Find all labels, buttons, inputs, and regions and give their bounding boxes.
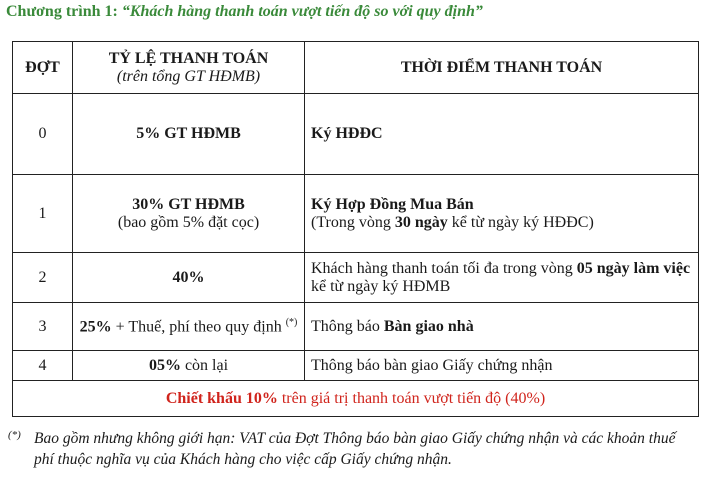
- footnote: [8, 428, 698, 470]
- time-post: kể từ ngày ký HĐMB: [311, 277, 451, 295]
- time-mid-bold: Bàn giao nhà: [383, 317, 474, 335]
- table-row: [13, 303, 699, 351]
- program-title-prefix: Chương trình 1:: [6, 3, 122, 20]
- time-cell: [305, 253, 699, 303]
- time-post: kể từ ngày ký HĐĐC): [447, 213, 594, 231]
- program-title-quote: “Khách hàng thanh toán vượt tiến độ so với quy định”: [121, 3, 483, 20]
- footnote-mark: (*): [8, 429, 21, 441]
- time-mid-bold: 30 ngày: [394, 213, 448, 231]
- rate-sub: (bao gồm 5% đặt cọc): [117, 213, 260, 231]
- stage-cell: 2: [13, 253, 73, 303]
- time-pre: (Trong vòng: [311, 213, 395, 231]
- header-time: THỜI ĐIỂM THANH TOÁN: [305, 42, 699, 94]
- time-mid-bold: 05 ngày làm việc: [576, 259, 691, 277]
- header-rate: [73, 42, 305, 94]
- discount-row: [13, 381, 699, 417]
- footnote-text: Bao gồm nhưng không giới hạn: VAT của Đợt Thông báo bàn giao Giấy chứng nhận và các khoản thuế phí thuộc nghĩa vụ của Khách hàng cho việc cấp Giấy chứng nhận.: [34, 430, 676, 468]
- time-pre: Khách hàng thanh toán tối đa trong vòng: [311, 259, 577, 277]
- rate-rest: còn lại: [180, 356, 229, 374]
- time-cell: Ký HĐĐC: [305, 94, 699, 175]
- rate-bold: 25%: [79, 318, 112, 336]
- footnote-marker: (*): [285, 316, 298, 328]
- table-row: [13, 351, 699, 381]
- discount-rest: trên giá trị thanh toán vượt tiến độ (40%): [277, 389, 546, 407]
- stage-cell: 3: [13, 303, 73, 351]
- header-rate-sub: (trên tổng GT HĐMB): [116, 67, 261, 85]
- time-bold: Ký Hợp Đồng Mua Bán: [311, 195, 474, 213]
- discount-bold: Chiết khấu 10%: [165, 389, 278, 407]
- rate-bold: 30% GT HĐMB: [132, 195, 245, 213]
- time-cell: [305, 303, 699, 351]
- rate-rest: + Thuế, phí theo quy định: [111, 318, 286, 336]
- rate-cell: 5% GT HĐMB: [73, 94, 305, 175]
- time-cell: Thông báo bàn giao Giấy chứng nhận: [305, 351, 699, 381]
- stage-cell: 0: [13, 94, 73, 175]
- table-row: [13, 175, 699, 253]
- table-row: [13, 253, 699, 303]
- stage-cell: 4: [13, 351, 73, 381]
- time-pre: Thông báo: [311, 317, 384, 335]
- rate-cell: [73, 175, 305, 253]
- discount-cell: [13, 381, 699, 417]
- stage-cell: 1: [13, 175, 73, 253]
- program-title: [6, 3, 483, 21]
- header-stage: ĐỢT: [13, 42, 73, 94]
- payment-schedule-table: [12, 41, 699, 417]
- table-header-row: [13, 42, 699, 94]
- rate-cell: [73, 303, 305, 351]
- rate-cell: 40%: [73, 253, 305, 303]
- header-rate-main: TỶ LỆ THANH TOÁN: [108, 49, 269, 67]
- time-cell: [305, 175, 699, 253]
- table-row: [13, 94, 699, 175]
- rate-bold: 05%: [148, 356, 181, 374]
- rate-cell: [73, 351, 305, 381]
